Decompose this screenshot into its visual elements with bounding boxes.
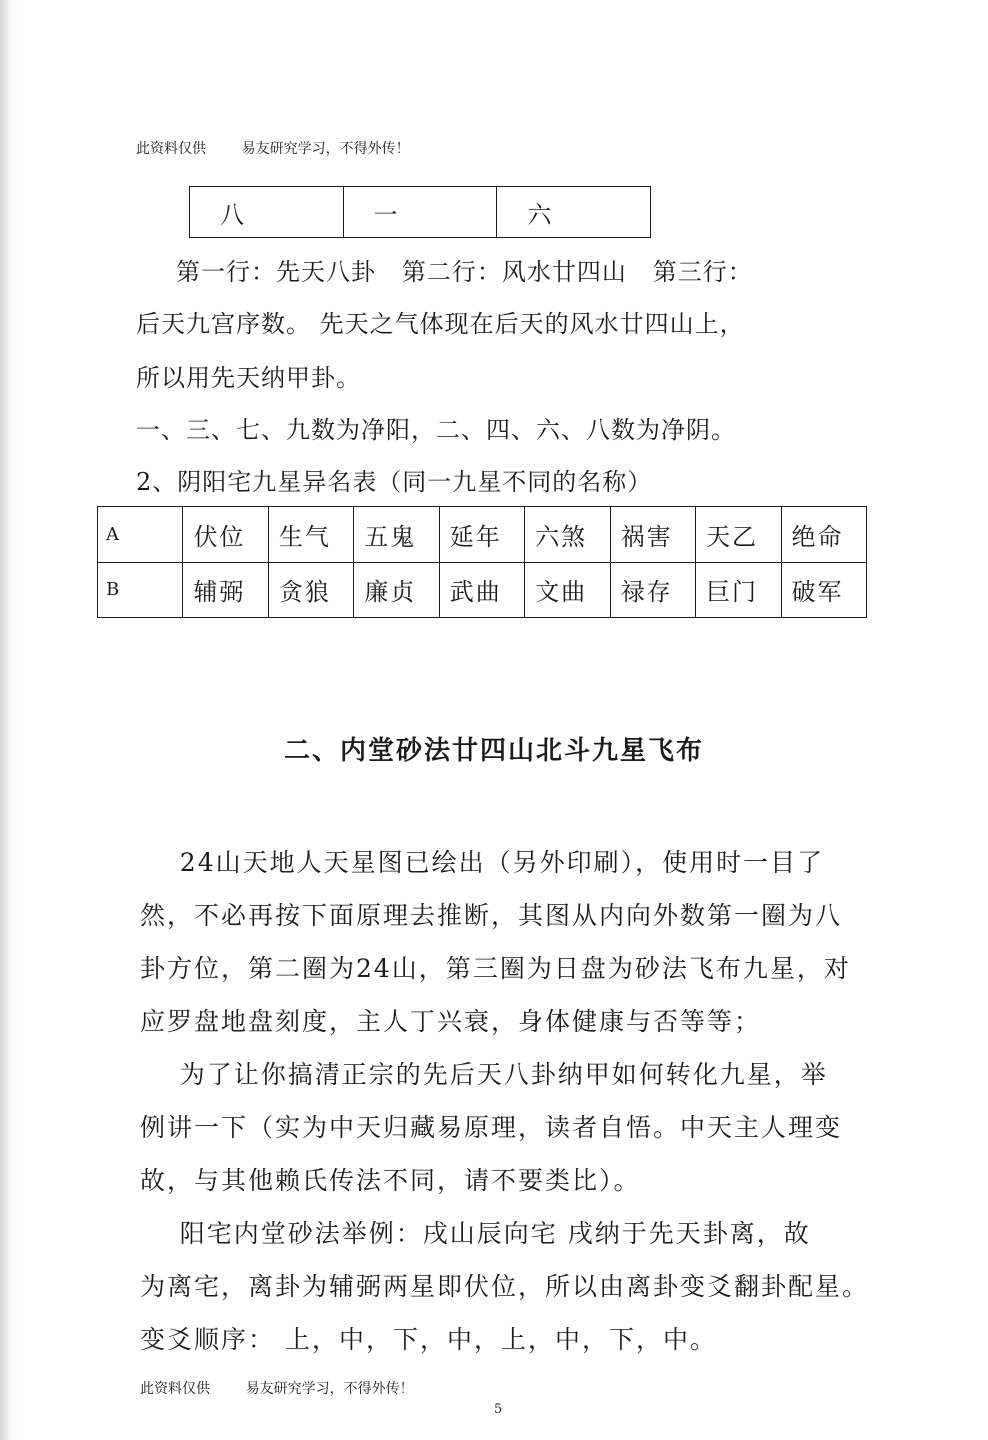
body-line: 故，与其他赖氏传法不同，请不要类比）。: [140, 1166, 641, 1195]
row-label: B: [98, 562, 183, 618]
header-suffix: 易友研究学习，不得外传！: [241, 141, 410, 157]
top-table: [189, 186, 651, 238]
page-number: 5: [494, 1402, 503, 1417]
intro-line: 所以用先天纳甲卦。: [136, 364, 361, 392]
table-row: [98, 562, 867, 618]
body-line: 应罗盘地盘刻度，主人丁兴衰，身体健康与否等等；: [140, 1007, 762, 1036]
intro-line: 第一行：先天八卦 第二行：风水廿四山 第三行：: [176, 258, 753, 286]
page-header: [136, 138, 410, 158]
table-cell: 绝命: [781, 507, 867, 563]
scan-edge-shadow: [0, 0, 18, 1440]
body-line: 变爻顺序： 上，中，下，中，上，中，下，中。: [140, 1325, 717, 1354]
body-line: 24山天地人天星图已绘出（另外印刷），使用时一目了: [140, 848, 825, 877]
table-cell: 八: [190, 187, 344, 238]
star-name-table: [97, 506, 867, 618]
table-cell: 祸害: [610, 507, 695, 563]
table-cell: 生气: [268, 507, 353, 563]
body-line: 为离宅，离卦为辅弼两星即伏位，所以由离卦变爻翻卦配星。: [140, 1272, 870, 1301]
body-text: [140, 836, 869, 1366]
table-cell: 六煞: [525, 507, 610, 563]
row-label: A: [98, 507, 183, 563]
table-cell: 文曲: [525, 562, 610, 618]
table-cell: 辅弼: [183, 562, 268, 618]
body-line: 然，不必再按下面原理去推断，其图从内向外数第一圈为八: [140, 901, 843, 930]
body-line: 卦方位，第二圈为24山，第三圈为日盘为砂法飞布九星，对: [140, 954, 851, 983]
table-caption: 2、阴阳宅九星异名表（同一九星不同的名称）: [136, 468, 653, 496]
table-cell: 破军: [781, 562, 867, 618]
header-prefix: 此资料仅供: [136, 141, 206, 157]
table-cell: 武曲: [439, 562, 524, 618]
table-cell: 贪狼: [268, 562, 353, 618]
section-heading: 二、内堂砂法廿四山北斗九星飞布: [283, 736, 704, 766]
table-cell: 一: [343, 187, 497, 238]
table-row: [98, 507, 867, 563]
intro-line: 后天九宫序数。 先天之气体现在后天的风水廿四山上，: [136, 310, 745, 338]
table-cell: 延年: [439, 507, 524, 563]
table-cell: 五鬼: [354, 507, 439, 563]
footer-prefix: 此资料仅供: [140, 1381, 210, 1397]
body-line: 为了让你搞清正宗的先后天八卦纳甲如何转化九星，举: [140, 1060, 828, 1089]
body-line: 阳宅内堂砂法举例：戌山辰向宅 戌纳于先天卦离，故: [140, 1219, 811, 1248]
table-row: [190, 187, 651, 238]
table-cell: 巨门: [696, 562, 781, 618]
table-cell: 伏位: [183, 507, 268, 563]
table-cell: 六: [497, 187, 651, 238]
footer-suffix: 易友研究学习，不得外传！: [245, 1381, 414, 1397]
body-line: 例讲一下（实为中天归藏易原理，读者自悟。中天主人理变: [140, 1113, 843, 1142]
table-cell: 廉贞: [354, 562, 439, 618]
table-cell: 天乙: [696, 507, 781, 563]
table-cell: 禄存: [610, 562, 695, 618]
intro-line: 一、三、七、九数为净阳，二、四、六、八数为净阴。: [136, 416, 736, 444]
page-footer: [140, 1378, 414, 1398]
